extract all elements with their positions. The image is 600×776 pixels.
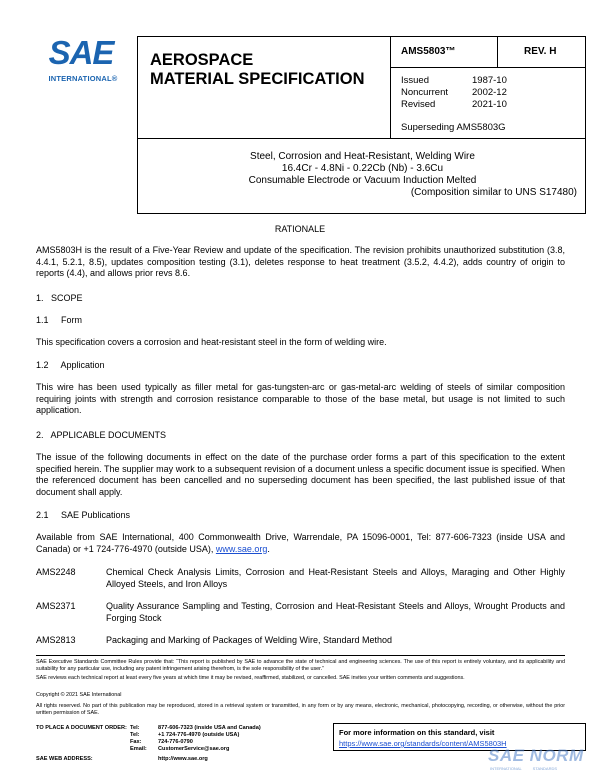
ref-text-ams2813: Packaging and Marking of Packages of Welding Wire, Standard Method (106, 635, 392, 645)
order-label: TO PLACE A DOCUMENT ORDER: (36, 725, 127, 731)
rationale-heading: RATIONALE (274, 224, 326, 234)
ref-code-ams2248: AMS2248 (36, 567, 76, 577)
web-value: http://www.sae.org (158, 756, 208, 762)
issued-label: Issued (401, 75, 429, 86)
section-2-1-text: Available from SAE International, 400 Commonwealth Drive, Warrendale, PA 15096-0001, Tel: 877-606-7323 (inside USA and Canada) or +1 724-776-4970 (outside USA), www.sae.org. (36, 532, 565, 554)
ref-text-ams2248: Chemical Check Analysis Limits, Corrosion and Heat-Resistant Steels and Alloys, Maraging and Other Highly Alloyed Steels, and Iron Alloys (106, 567, 565, 589)
doc-type-line1: AEROSPACE (150, 51, 254, 69)
ref-code-ams2371: AMS2371 (36, 601, 76, 611)
section-2-heading: 2. APPLICABLE DOCUMENTS (36, 430, 167, 440)
watermark-title: SAE NORM (488, 746, 584, 765)
section-1-2-heading: 1.2 Application (36, 360, 105, 370)
doc-number-cell (390, 36, 498, 68)
footer-divider (36, 655, 565, 656)
email-label: Email: (130, 746, 147, 752)
footer-rights-text: All rights reserved. No part of this publication may be reproduced, stored in a retrieval system or transmitted, in any form or by any means, electronic, mechanical, photocopying, recording, or otherwise, without the prior written permission of SAE. (36, 703, 565, 716)
title-cell (137, 36, 391, 139)
sae-norm-watermark (488, 746, 600, 776)
subject-line4: (Composition similar to UNS S17480) (410, 187, 577, 198)
ref-code-ams2813: AMS2813 (36, 635, 76, 645)
section-2-1-body: Available from SAE International, 400 Commonwealth Drive, Warrendale, PA 15096-0001, Tel: 877-606-7323 (inside USA and Canada) or +1 724-776-4970 (outside USA), (36, 532, 565, 554)
tel2-label: Tel: (130, 732, 140, 738)
tel-value: 877-606-7323 (inside USA and Canada) (158, 725, 261, 731)
rationale-text: AMS5803H is the result of a Five-Year Review and update of the specification. The revision prohibits unauthorized substitution (3.8, 4.4.1, 5.2.1, 8.5), updates composition testing (3.1), deletes response to heat treatment (3.5.2, 4.4.2), adds country of origin to reports (4.4), and allows prior revs 8.6. (36, 245, 565, 278)
footer-review-text: SAE reviews each technical report at least every five years at which time it may be revised, reaffirmed, stabilized, or cancelled. SAE invites your written comments and suggestions. (36, 675, 465, 681)
logo-subtitle: INTERNATIONAL® (48, 74, 118, 83)
sae-logo (38, 36, 128, 86)
tel2-value: +1 724-776-4970 (outside USA) (158, 732, 240, 738)
section-1-1-heading: 1.1 Form (36, 315, 83, 325)
dates-cell (390, 67, 586, 139)
tel-label: Tel: (130, 725, 140, 731)
more-info-link[interactable]: https://www.sae.org/standards/content/AMS5803H (339, 739, 507, 748)
section-2-text: The issue of the following documents in effect on the date of the purchase order forms a part of this specification to the extent specified herein. The supplier may work to a subsequent revision of a document unless a specific document issue is specified. When the referenced document has been cancelled and no superseding document has been specified, the last published issue of that document shall apply. (36, 452, 565, 497)
logo-wordmark: SAE (48, 34, 114, 71)
revision-cell (497, 36, 586, 68)
noncurrent-label: Noncurrent (401, 87, 448, 98)
subject-line3: Consumable Electrode or Vacuum Induction Melted (248, 175, 477, 186)
doc-number: AMS5803™ (401, 46, 456, 57)
web-label: SAE WEB ADDRESS: (36, 756, 93, 762)
superseding: Superseding AMS5803G (401, 122, 506, 133)
issued-value: 1987-10 (472, 75, 507, 86)
footer-rules-text: SAE Executive Standards Committee Rules provide that: “This report is published by SAE to advance the state of technical and engineering sciences. The use of this report is entirely voluntary, and its applicability and suitability for any particular use, including any patent infringement arising therefrom, is the sole responsibility of the user.” (36, 659, 565, 672)
fax-value: 724-776-0790 (158, 739, 193, 745)
subject-line1: Steel, Corrosion and Heat-Resistant, Welding Wire (250, 151, 475, 162)
subject-line2: 16.4Cr - 4.8Ni - 0.22Cb (Nb) - 3.6Cu (281, 163, 444, 174)
section-1-1-text: This specification covers a corrosion and heat-resistant steel in the form of welding wire. (36, 337, 387, 347)
header-table (137, 36, 586, 214)
noncurrent-value: 2002-12 (472, 87, 507, 98)
ref-text-ams2371: Quality Assurance Sampling and Testing, Corrosion and Heat-Resistant Steels and Alloys, Wrought Products and Forging Stock (106, 601, 565, 623)
email-value: CustomerService@sae.org (158, 746, 230, 752)
sae-website-link[interactable]: www.sae.org (215, 543, 268, 554)
subject-cell (137, 138, 586, 214)
section-1-2-text: This wire has been used typically as filler metal for gas-tungsten-arc or gas-metal-arc welding of steels of similar composition requiring joints with strength and corrosion resistance comparable to those of the base metal, but usage is not limited to such application. (36, 382, 565, 415)
revision: REV. H (524, 46, 557, 57)
fax-label: Fax: (130, 739, 142, 745)
revised-label: Revised (401, 99, 436, 110)
footer-copyright: Copyright © 2021 SAE International (36, 692, 122, 698)
section-1-heading: 1. SCOPE (36, 293, 83, 303)
section-2-1-heading: 2.1 SAE Publications (36, 510, 131, 520)
revised-value: 2021-10 (472, 99, 507, 110)
doc-type-line2: MATERIAL SPECIFICATION (150, 70, 365, 88)
watermark-subtitle: INTERNATIONAL STANDARDS (490, 766, 558, 771)
more-info-title: For more information on this standard, visit (339, 728, 495, 737)
